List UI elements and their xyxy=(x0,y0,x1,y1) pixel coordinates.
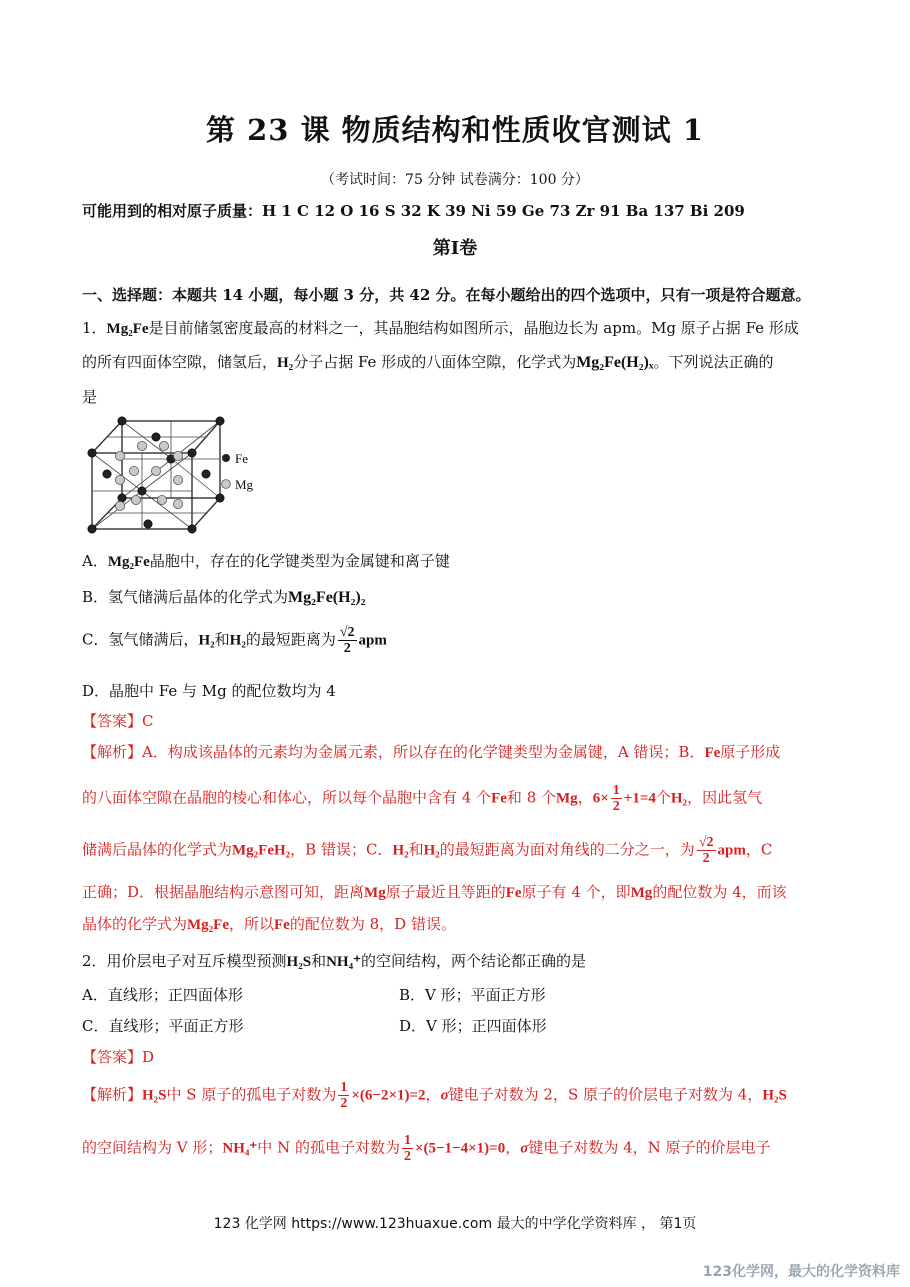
q1-line-3: 是 xyxy=(82,388,98,406)
exam-info: （考试时间：75 分钟 试卷满分：100 分） xyxy=(321,172,589,188)
formula-x: Mg₂Fe(H₂)ₓ xyxy=(576,354,654,371)
fraction-half-q2a: $\frac{1}{2}$ xyxy=(340,1080,348,1111)
crystal-cell-diagram xyxy=(82,416,272,540)
legend-mg: Mg xyxy=(235,477,254,492)
q2-option-c: C．直线形；平面正方形 xyxy=(82,1017,244,1035)
page-footer: 123 化学网 https://www.123huaxue.com 最大的中学化学资料库 ， 第1页 xyxy=(213,1216,697,1232)
q1-explanation-5: 晶体的化学式为Mg₂Fe，所以Fe的配位数为 8，D 错误。 xyxy=(82,915,456,933)
q2-option-b: B．V 形；平面正方形 xyxy=(399,986,546,1004)
q2-explanation-2: 的空间结构为 V 形；NH₄⁺中 N 的孤电子对数为 $\frac{1}{2}$ ×(5−1−4×1)=0，σ键电子对数为 4，N 原子的价层电子 xyxy=(82,1133,771,1164)
q1-line-2: 的所有四面体空隙，储氢后，H₂分子占据 Fe 形成的八面体空隙，化学式为Mg₂Fe(H₂)ₓ。下列说法正确的 xyxy=(82,353,774,371)
page-title: 第 23 课 物质结构和性质收官测试 1 xyxy=(206,113,704,147)
fraction-half-q2b: $\frac{1}{2}$ xyxy=(403,1133,411,1164)
q1-explanation-3: 储满后晶体的化学式为Mg₂FeH₂，B 错误；C．H₂和H₂的最短距离为面对角线的二分之一，为 $\frac{√2}{2}$ apm，C xyxy=(82,835,773,866)
q1-answer: 【答案】C xyxy=(82,712,154,730)
q2-explanation-1: 【解析】H₂S中 S 原子的孤电子对数为 $\frac{1}{2}$ ×(6−2×1)=2，σ键电子对数为 2，S 原子的价层电子对数为 4，H₂S xyxy=(82,1080,787,1111)
q1-explanation-2: 的八面体空隙在晶胞的棱心和体心，所以每个晶胞中含有 4 个Fe和 8 个Mg，6× $\frac{1}{2}$ +1=4个H₂，因此氢气 xyxy=(82,783,763,814)
instructions: 一、选择题：本题共 14 小题，每小题 3 分，共 42 分。在每小题给出的四个选项中，只有一项是符合题意。 xyxy=(82,286,811,304)
watermark: 123化学网，最大的化学资料库 xyxy=(702,1264,900,1280)
q1-option-c: C．氢气储满后，H₂和H₂的最短距离为 $\frac{√2}{2}$ apm xyxy=(82,625,387,656)
mg-legend-icon xyxy=(222,480,231,489)
q1-line-1: 1．Mg₂Fe是目前储氢密度最高的材料之一，其晶胞结构如图所示，晶胞边长为 apm。Mg 原子占据 Fe 形成 xyxy=(82,319,799,337)
q2-option-d: D．V 形；正四面体形 xyxy=(399,1017,547,1035)
fe-legend-icon xyxy=(222,454,230,462)
q1-option-d: D．晶胞中 Fe 与 Mg 的配位数均为 4 xyxy=(82,682,336,700)
atomic-masses: 可能用到的相对原子质量：H 1 C 12 O 16 S 32 K 39 Ni 59 Ge 73 Zr 91 Ba 137 Bi 209 xyxy=(82,202,745,220)
q1-explanation-1: 【解析】A．构成该晶体的元素均为金属元素，所以存在的化学键类型为金属键，A 错误；B．Fe原子形成 xyxy=(82,743,781,761)
section-heading: 第Ⅰ卷 xyxy=(432,238,478,259)
q1-explanation-4: 正确；D．根据晶胞结构示意图可知，距离Mg原子最近且等距的Fe原子有 4 个，即Mg的配位数为 4，而该 xyxy=(82,883,787,901)
q2-stem: 2．用价层电子对互斥模型预测H₂S和NH₄⁺的空间结构，两个结论都正确的是 xyxy=(82,952,587,970)
q1-option-a: A．Mg₂Fe晶胞中，存在的化学键类型为金属键和离子键 xyxy=(82,552,450,570)
legend-fe: Fe xyxy=(235,451,248,466)
q2-answer: 【答案】D xyxy=(82,1048,155,1066)
formula-mg2fe: Mg₂Fe xyxy=(106,321,149,337)
fraction-half: $\frac{1}{2}$ xyxy=(612,783,620,814)
fraction-sqrt2-over-2-exp: $\frac{√2}{2}$ xyxy=(698,835,714,866)
fraction-sqrt2-over-2: $\frac{√2}{2}$ xyxy=(339,625,355,656)
q1-option-b: B．氢气储满后晶体的化学式为Mg₂Fe(H₂)₂ xyxy=(82,588,366,606)
q2-option-a: A．直线形；正四面体形 xyxy=(82,986,243,1004)
